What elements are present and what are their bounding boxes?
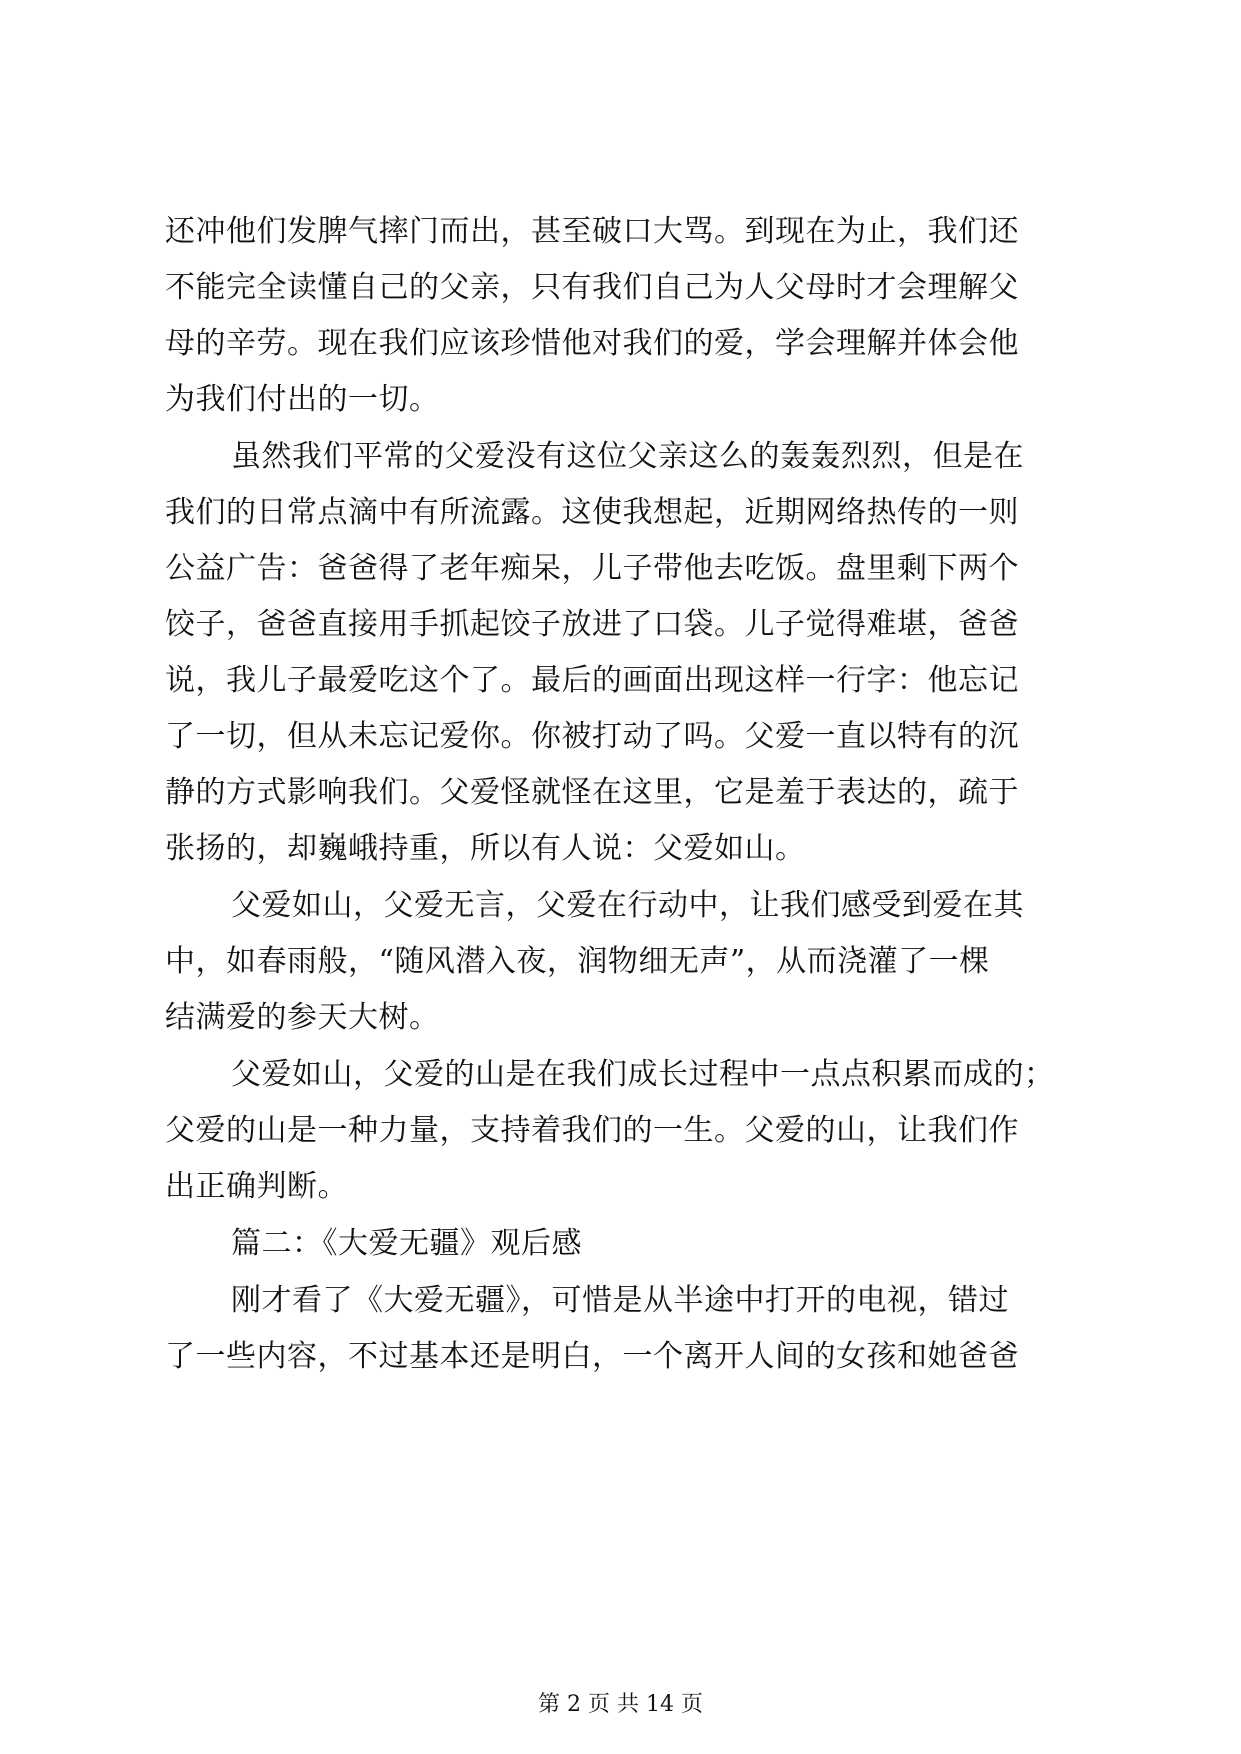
text-line: 公益广告：爸爸得了老年痴呆，儿子带他去吃饭。盘里剩下两个	[165, 551, 1019, 586]
text-line: 出正确判断。	[165, 1169, 348, 1204]
text-line: 母的辛劳。现在我们应该珍惜他对我们的爱，学会理解并体会他	[165, 326, 1019, 361]
page-number-footer: 第 2 页 共 14 页	[538, 1692, 703, 1717]
text-line: 父爱的山是一种力量，支持着我们的一生。父爱的山，让我们作	[165, 1113, 1019, 1148]
paragraph-first-line: 父爱如山，父爱无言，父爱在行动中，让我们感受到爱在其	[231, 888, 1024, 923]
text-line: 我们的日常点滴中有所流露。这使我想起，近期网络热传的一则	[165, 495, 1019, 530]
text-line: 说，我儿子最爱吃这个了。最后的画面出现这样一行字：他忘记	[165, 663, 1019, 698]
text-line: 张扬的，却巍峨持重，所以有人说：父爱如山。	[165, 831, 806, 866]
text-line: 了一切，但从未忘记爱你。你被打动了吗。父爱一直以特有的沉	[165, 719, 1019, 754]
paragraph-first-line: 虽然我们平常的父爱没有这位父亲这么的轰轰烈烈，但是在	[231, 439, 1024, 474]
text-line: 不能完全读懂自己的父亲，只有我们自己为人父母时才会理解父	[165, 270, 1019, 305]
section-heading: 篇二：《大爱无疆》观后感	[231, 1226, 582, 1261]
paragraph-first-line: 父爱如山，父爱的山是在我们成长过程中一点点积累而成的；	[231, 1057, 1055, 1092]
text-line: 结满爱的参天大树。	[165, 1000, 440, 1035]
text-line: 为我们付出的一切。	[165, 382, 440, 417]
text-line: 静的方式影响我们。父爱怪就怪在这里，它是羞于表达的，疏于	[165, 775, 1019, 810]
text-line: 饺子，爸爸直接用手抓起饺子放进了口袋。儿子觉得难堪，爸爸	[165, 607, 1019, 642]
paragraph-first-line: 刚才看了《大爱无疆》，可惜是从半途中打开的电视，错过	[231, 1283, 1009, 1318]
text-line: 中，如春雨般，“随风潜入夜，润物细无声”，从而浇灌了一棵	[165, 944, 990, 979]
text-line: 还冲他们发脾气摔门而出，甚至破口大骂。到现在为止，我们还	[165, 214, 1019, 249]
text-line: 了一些内容，不过基本还是明白，一个离开人间的女孩和她爸爸	[165, 1339, 1019, 1374]
